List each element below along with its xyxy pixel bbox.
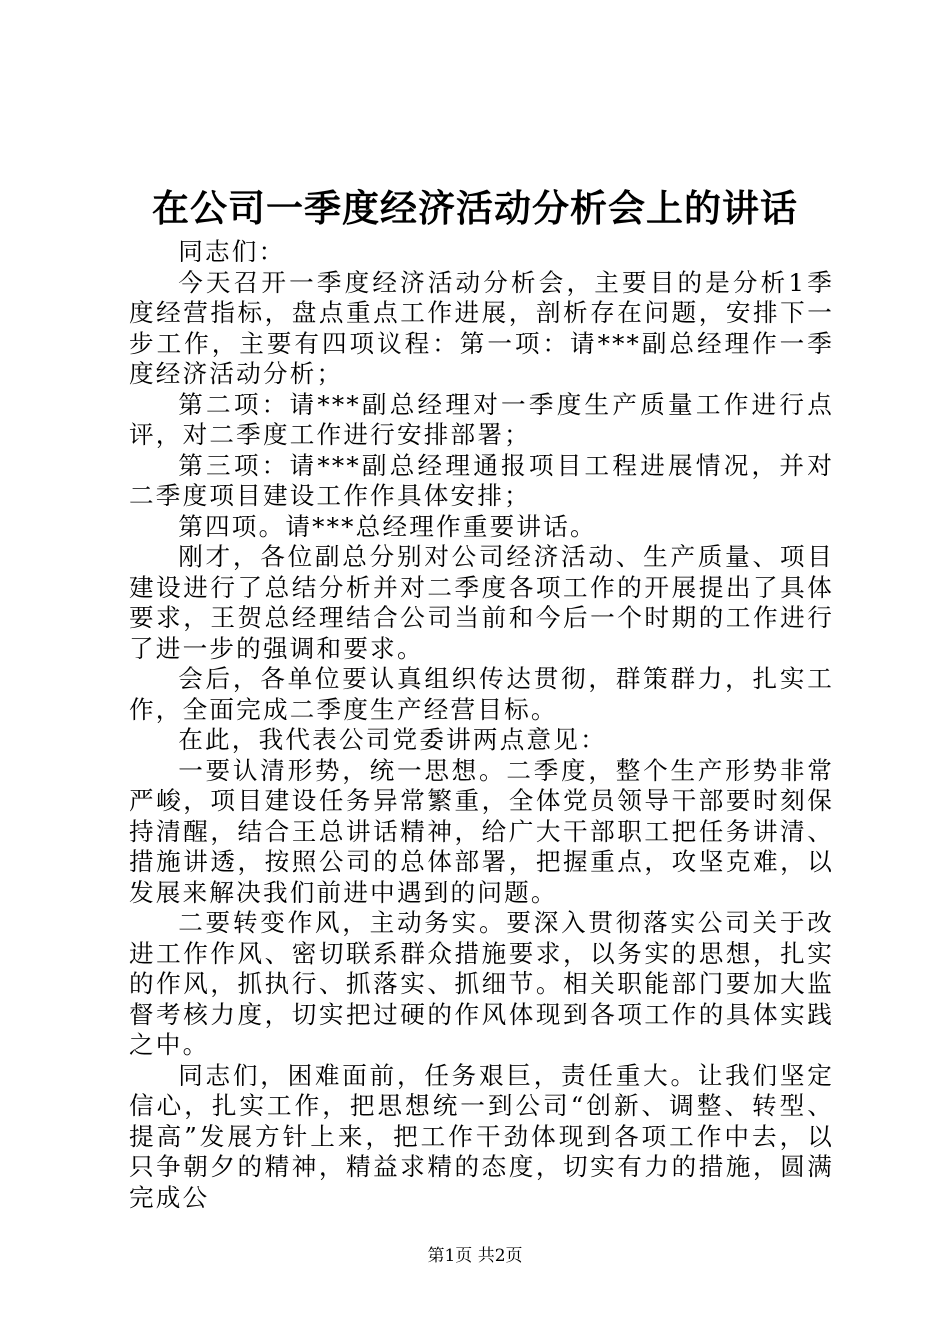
paragraph-point-one: 一要认清形势，统一思想。二季度，整个生产形势非常严峻，项目建设任务异常繁重，全体党员领导干部要时刻保持清醒，结合王总讲话精神，给广大干部职工把任务讲清、措施讲透，按照公司的总体部署，把握重点，攻坚克难，以发展来解决我们前进中遇到的问题。 (129, 755, 834, 907)
document-body (129, 237, 834, 1213)
page-indicator: 第1页 共2页 (427, 1246, 523, 1266)
paragraph-salutation: 同志们： (178, 237, 286, 266)
paragraph-item-three: 第三项：请***副总经理通报项目工程进展情况，并对二季度项目建设工作作具体安排； (129, 450, 834, 510)
paragraph-agenda: 今天召开一季度经济活动分析会，主要目的是分析1季度经营指标，盘点重点工作进展，剖析存在问题，安排下一步工作，主要有四项议程：第一项：请***副总经理作一季度经济活动分析； (129, 267, 834, 388)
paragraph-after-meeting: 会后，各单位要认真组织传达贯彻，群策群力，扎实工作，全面完成二季度生产经营目标。 (129, 664, 834, 724)
paragraph-item-four: 第四项。请***总经理作重要讲话。 (178, 511, 597, 541)
document-title: 在公司一季度经济活动分析会上的讲话 (152, 186, 798, 230)
paragraph-summary: 刚才，各位副总分别对公司经济活动、生产质量、项目建设进行了总结分析并对二季度各项工作的开展提出了具体要求，王贺总经理结合公司当前和今后一个时期的工作进行了进一步的强调和要求。 (129, 542, 834, 663)
page-footer (0, 1245, 950, 1267)
paragraph-point-two: 二要转变作风，主动务实。要深入贯彻落实公司关于改进工作作风、密切联系群众措施要求，以务实的思想，扎实的作风，抓执行、抓落实、抓细节。相关职能部门要加大监督考核力度，切实把过硬的作风体现到各项工作的具体实践之中。 (129, 908, 834, 1059)
paragraph-closing: 同志们，困难面前，任务艰巨，责任重大。让我们坚定信心，扎实工作，把思想统一到公司“创新、调整、转型、提高”发展方针上来，把工作干劲体现到各项工作中去，以只争朝夕的精神，精益求精的态度，切实有力的措施，圆满完成公 (129, 1060, 834, 1212)
paragraph-two-points: 在此，我代表公司党委讲两点意见： (178, 725, 607, 754)
paragraph-item-two: 第二项：请***副总经理对一季度生产质量工作进行点评，对二季度工作进行安排部署； (129, 389, 834, 449)
